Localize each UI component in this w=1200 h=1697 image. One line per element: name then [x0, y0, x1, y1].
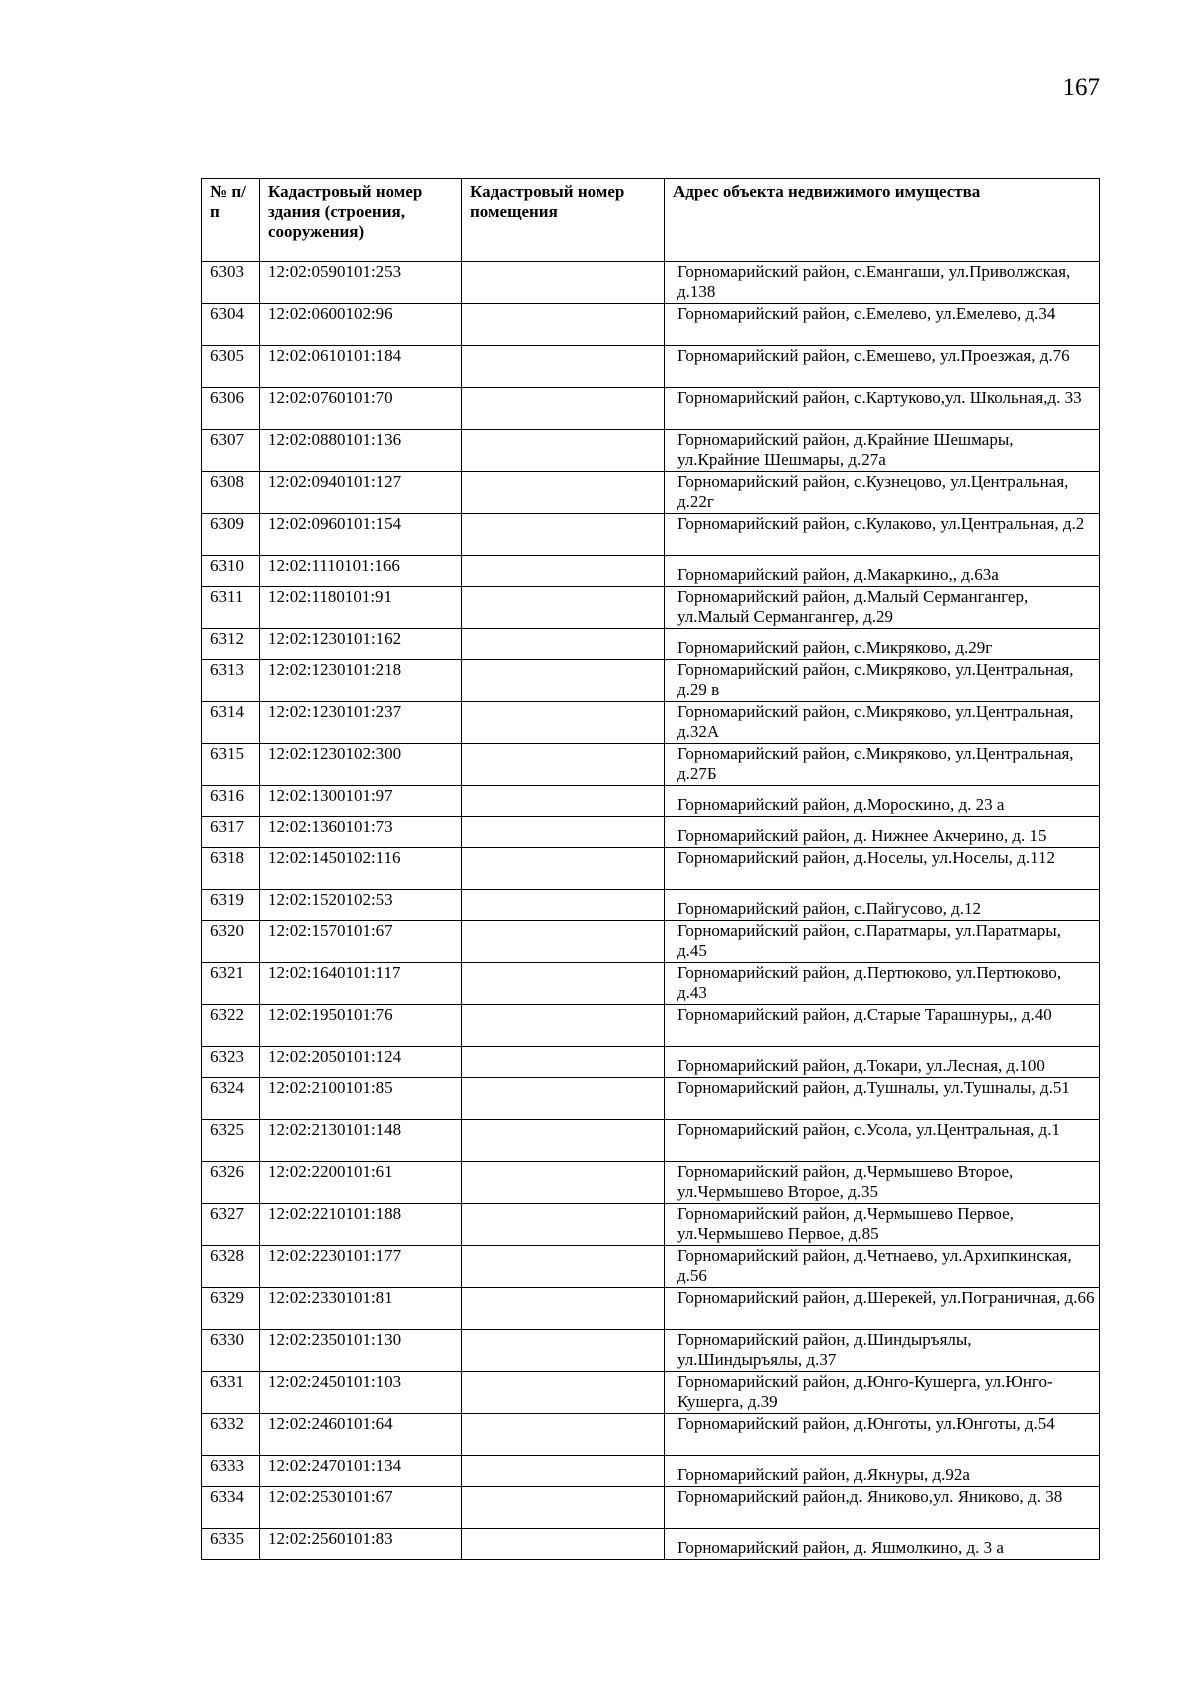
cell-building-cadastral: 12:02:1520102:53: [260, 890, 462, 921]
address-text: Горномарийский район, д.Чермышево Первое, ул.Чермышево Первое, д.85: [677, 1204, 1014, 1243]
cell-room-cadastral: [462, 660, 665, 702]
cell-address: [665, 1487, 1100, 1529]
cell-number: 6306: [202, 388, 260, 430]
cell-room-cadastral: [462, 1005, 665, 1047]
table-row: [202, 1078, 1100, 1120]
cell-building-cadastral: 12:02:1230101:162: [260, 629, 462, 660]
address-text: Горномарийский район, с.Картуково,ул. Школьная,д. 33: [677, 388, 1082, 407]
cell-room-cadastral: [462, 1204, 665, 1246]
cell-address: [665, 472, 1100, 514]
cell-room-cadastral: [462, 556, 665, 587]
address-text: Горномарийский район, с.Емешево, ул.Проезжая, д.76: [677, 346, 1070, 365]
table-body: [202, 262, 1100, 1560]
cell-number: 6315: [202, 744, 260, 786]
cell-address: [665, 817, 1100, 848]
cell-number: 6312: [202, 629, 260, 660]
cell-number: 6308: [202, 472, 260, 514]
table-row: [202, 629, 1100, 660]
cell-building-cadastral: 12:02:1110101:166: [260, 556, 462, 587]
address-text: Горномарийский район, с.Микряково, ул.Центральная, д.27Б: [677, 744, 1074, 783]
cell-address: [665, 848, 1100, 890]
cell-building-cadastral: 12:02:2050101:124: [260, 1047, 462, 1078]
cell-number: 6330: [202, 1330, 260, 1372]
cell-room-cadastral: [462, 629, 665, 660]
cell-building-cadastral: 12:02:1360101:73: [260, 817, 462, 848]
address-text: Горномарийский район, д.Якнуры, д.92а: [677, 1465, 970, 1484]
address-text: Горномарийский район, д.Носелы, ул.Носелы, д.112: [677, 848, 1055, 867]
cell-number: 6329: [202, 1288, 260, 1330]
cell-building-cadastral: 12:02:2450101:103: [260, 1372, 462, 1414]
cell-address: [665, 1372, 1100, 1414]
table-row: [202, 786, 1100, 817]
cell-number: 6307: [202, 430, 260, 472]
cell-building-cadastral: 12:02:2470101:134: [260, 1456, 462, 1487]
cell-room-cadastral: [462, 430, 665, 472]
cell-number: 6305: [202, 346, 260, 388]
address-text: Горномарийский район, д.Мороскино, д. 23 а: [677, 795, 1005, 814]
cell-number: 6309: [202, 514, 260, 556]
cell-building-cadastral: 12:02:2460101:64: [260, 1414, 462, 1456]
cell-number: 6326: [202, 1162, 260, 1204]
cell-building-cadastral: 12:02:2230101:177: [260, 1246, 462, 1288]
cell-room-cadastral: [462, 304, 665, 346]
table-row: [202, 346, 1100, 388]
cell-building-cadastral: 12:02:2100101:85: [260, 1078, 462, 1120]
cell-number: 6333: [202, 1456, 260, 1487]
cell-building-cadastral: 12:02:1230101:218: [260, 660, 462, 702]
cell-address: [665, 786, 1100, 817]
cell-building-cadastral: 12:02:2530101:67: [260, 1487, 462, 1529]
cell-address: [665, 1414, 1100, 1456]
cell-number: 6316: [202, 786, 260, 817]
table-row: [202, 660, 1100, 702]
cell-room-cadastral: [462, 1330, 665, 1372]
cell-number: 6318: [202, 848, 260, 890]
cell-room-cadastral: [462, 514, 665, 556]
cell-room-cadastral: [462, 890, 665, 921]
cell-building-cadastral: 12:02:2200101:61: [260, 1162, 462, 1204]
table-row: [202, 388, 1100, 430]
cell-address: [665, 556, 1100, 587]
cell-room-cadastral: [462, 921, 665, 963]
cell-address: [665, 744, 1100, 786]
table-row: [202, 430, 1100, 472]
table-row: [202, 304, 1100, 346]
table-row: [202, 1120, 1100, 1162]
table-row: [202, 1456, 1100, 1487]
cell-address: [665, 702, 1100, 744]
cell-number: 6322: [202, 1005, 260, 1047]
page-number: 167: [1062, 74, 1100, 101]
table-row: [202, 262, 1100, 304]
table-row: [202, 1246, 1100, 1288]
cell-address: [665, 304, 1100, 346]
cell-number: 6310: [202, 556, 260, 587]
cell-building-cadastral: 12:02:0880101:136: [260, 430, 462, 472]
cell-building-cadastral: 12:02:2330101:81: [260, 1288, 462, 1330]
cell-address: [665, 346, 1100, 388]
header-address: Адрес объекта недвижимого имущества: [665, 179, 1100, 262]
table-row: [202, 890, 1100, 921]
table-row: [202, 514, 1100, 556]
address-text: Горномарийский район, д.Токари, ул.Лесная, д.100: [677, 1056, 1045, 1075]
table-row: [202, 1204, 1100, 1246]
cell-room-cadastral: [462, 346, 665, 388]
address-text: Горномарийский район, с.Кулаково, ул.Центральная, д.2: [677, 514, 1085, 533]
cell-building-cadastral: 12:02:0590101:253: [260, 262, 462, 304]
table-row: [202, 1005, 1100, 1047]
cell-number: 6304: [202, 304, 260, 346]
table-row: [202, 587, 1100, 629]
header-building-cadastral: Кадастровый номер здания (строения, сооружения): [260, 179, 462, 262]
address-text: Горномарийский район, д.Шиндыръялы, ул.Шиндыръялы, д.37: [677, 1330, 972, 1369]
address-text: Горномарийский район, с.Микряково, д.29г: [677, 638, 993, 657]
table-row: [202, 1372, 1100, 1414]
cell-number: 6323: [202, 1047, 260, 1078]
table-row: [202, 963, 1100, 1005]
cell-building-cadastral: 12:02:1450102:116: [260, 848, 462, 890]
address-text: Горномарийский район, с.Паратмары, ул.Паратмары, д.45: [677, 921, 1061, 960]
cell-number: 6317: [202, 817, 260, 848]
address-text: Горномарийский район, с.Усола, ул.Центральная, д.1: [677, 1120, 1060, 1139]
table-row: [202, 1047, 1100, 1078]
cell-room-cadastral: [462, 1372, 665, 1414]
table-header-row: [202, 179, 1100, 262]
cell-room-cadastral: [462, 1047, 665, 1078]
table-row: [202, 1414, 1100, 1456]
table-row: [202, 1162, 1100, 1204]
cell-address: [665, 1204, 1100, 1246]
cell-number: 6321: [202, 963, 260, 1005]
cell-room-cadastral: [462, 1246, 665, 1288]
cell-building-cadastral: 12:02:0960101:154: [260, 514, 462, 556]
cell-room-cadastral: [462, 262, 665, 304]
cell-number: 6324: [202, 1078, 260, 1120]
table-row: [202, 472, 1100, 514]
cell-address: [665, 587, 1100, 629]
cell-room-cadastral: [462, 1288, 665, 1330]
cell-number: 6335: [202, 1529, 260, 1560]
cell-building-cadastral: 12:02:1570101:67: [260, 921, 462, 963]
address-text: Горномарийский район, д.Четнаево, ул.Архипкинская, д.56: [677, 1246, 1072, 1285]
cell-number: 6325: [202, 1120, 260, 1162]
cell-building-cadastral: 12:02:0600102:96: [260, 304, 462, 346]
cell-room-cadastral: [462, 817, 665, 848]
cell-address: [665, 1246, 1100, 1288]
cell-number: 6331: [202, 1372, 260, 1414]
address-text: Горномарийский район, д.Тушналы, ул.Тушналы, д.51: [677, 1078, 1070, 1097]
cell-address: [665, 1047, 1100, 1078]
cell-room-cadastral: [462, 744, 665, 786]
cell-room-cadastral: [462, 1120, 665, 1162]
address-text: Горномарийский район, д. Яшмолкино, д. 3 а: [677, 1538, 1004, 1557]
cell-number: 6328: [202, 1246, 260, 1288]
cell-building-cadastral: 12:02:1230101:237: [260, 702, 462, 744]
cell-number: 6314: [202, 702, 260, 744]
cell-number: 6319: [202, 890, 260, 921]
cell-address: [665, 1078, 1100, 1120]
cell-room-cadastral: [462, 587, 665, 629]
table-row: [202, 848, 1100, 890]
table-row: [202, 744, 1100, 786]
cell-address: [665, 921, 1100, 963]
address-text: Горномарийский район, д.Юнго-Кушерга, ул.Юнго-Кушерга, д.39: [677, 1372, 1053, 1411]
cell-address: [665, 388, 1100, 430]
cell-room-cadastral: [462, 1078, 665, 1120]
cell-building-cadastral: 12:02:0610101:184: [260, 346, 462, 388]
address-text: Горномарийский район, д.Макаркино,, д.63а: [677, 565, 999, 584]
cell-address: [665, 1288, 1100, 1330]
address-text: Горномарийский район, с.Кузнецово, ул.Центральная, д.22г: [677, 472, 1069, 511]
table-row: [202, 1288, 1100, 1330]
cell-address: [665, 1456, 1100, 1487]
cell-address: [665, 660, 1100, 702]
address-text: Горномарийский район, д.Крайние Шешмары, ул.Крайние Шешмары, д.27а: [677, 430, 1014, 469]
cell-building-cadastral: 12:02:0940101:127: [260, 472, 462, 514]
cell-address: [665, 890, 1100, 921]
cell-address: [665, 1120, 1100, 1162]
property-table: [201, 178, 1100, 1560]
cell-number: 6320: [202, 921, 260, 963]
cell-building-cadastral: 12:02:2130101:148: [260, 1120, 462, 1162]
cell-building-cadastral: 12:02:2560101:83: [260, 1529, 462, 1560]
cell-room-cadastral: [462, 1456, 665, 1487]
address-text: Горномарийский район, с.Микряково, ул.Центральная, д.32А: [677, 702, 1074, 741]
cell-address: [665, 1005, 1100, 1047]
header-number: № п/п: [202, 179, 260, 262]
address-text: Горномарийский район, д.Шерекей, ул.Пограничная, д.66: [677, 1288, 1095, 1307]
table-row: [202, 1330, 1100, 1372]
cell-building-cadastral: 12:02:1300101:97: [260, 786, 462, 817]
address-text: Горномарийский район, д. Нижнее Акчерино, д. 15: [677, 826, 1047, 845]
address-text: Горномарийский район, д.Юнготы, ул.Юнготы, д.54: [677, 1414, 1055, 1433]
cell-room-cadastral: [462, 702, 665, 744]
cell-room-cadastral: [462, 1414, 665, 1456]
cell-number: 6313: [202, 660, 260, 702]
table-row: [202, 1529, 1100, 1560]
cell-building-cadastral: 12:02:2210101:188: [260, 1204, 462, 1246]
cell-address: [665, 262, 1100, 304]
cell-number: 6303: [202, 262, 260, 304]
cell-address: [665, 1330, 1100, 1372]
table-row: [202, 817, 1100, 848]
cell-room-cadastral: [462, 1487, 665, 1529]
cell-building-cadastral: 12:02:1180101:91: [260, 587, 462, 629]
cell-number: 6327: [202, 1204, 260, 1246]
address-text: Горномарийский район, д.Малый Сермангангер, ул.Малый Сермангангер, д.29: [677, 587, 1029, 626]
table-row: [202, 921, 1100, 963]
table-row: [202, 702, 1100, 744]
cell-building-cadastral: 12:02:1230102:300: [260, 744, 462, 786]
address-text: Горномарийский район, д.Пертюково, ул.Пертюково, д.43: [677, 963, 1062, 1002]
address-text: Горномарийский район,д. Яниково,ул. Яниково, д. 38: [677, 1487, 1063, 1506]
cell-address: [665, 514, 1100, 556]
cell-address: [665, 1529, 1100, 1560]
address-text: Горномарийский район, с.Емелево, ул.Емелево, д.34: [677, 304, 1056, 323]
address-text: Горномарийский район, д.Чермышево Второе, ул.Чермышево Второе, д.35: [677, 1162, 1014, 1201]
cell-number: 6311: [202, 587, 260, 629]
cell-address: [665, 963, 1100, 1005]
cell-room-cadastral: [462, 472, 665, 514]
cell-building-cadastral: 12:02:1950101:76: [260, 1005, 462, 1047]
cell-address: [665, 1162, 1100, 1204]
address-text: Горномарийский район, с.Емангаши, ул.Приволжская, д.138: [677, 262, 1071, 301]
cell-room-cadastral: [462, 786, 665, 817]
address-text: Горномарийский район, д.Старые Тарашнуры,, д.40: [677, 1005, 1052, 1024]
table-row: [202, 1487, 1100, 1529]
header-room-cadastral: Кадастровый номер помещения: [462, 179, 665, 262]
cell-number: 6332: [202, 1414, 260, 1456]
table-row: [202, 556, 1100, 587]
address-text: Горномарийский район, с.Микряково, ул.Центральная, д.29 в: [677, 660, 1074, 699]
cell-building-cadastral: 12:02:0760101:70: [260, 388, 462, 430]
cell-room-cadastral: [462, 1529, 665, 1560]
cell-building-cadastral: 12:02:1640101:117: [260, 963, 462, 1005]
cell-building-cadastral: 12:02:2350101:130: [260, 1330, 462, 1372]
cell-room-cadastral: [462, 848, 665, 890]
cell-room-cadastral: [462, 388, 665, 430]
address-text: Горномарийский район, с.Пайгусово, д.12: [677, 899, 982, 918]
cell-room-cadastral: [462, 963, 665, 1005]
cell-address: [665, 629, 1100, 660]
cell-number: 6334: [202, 1487, 260, 1529]
cell-address: [665, 430, 1100, 472]
cell-room-cadastral: [462, 1162, 665, 1204]
